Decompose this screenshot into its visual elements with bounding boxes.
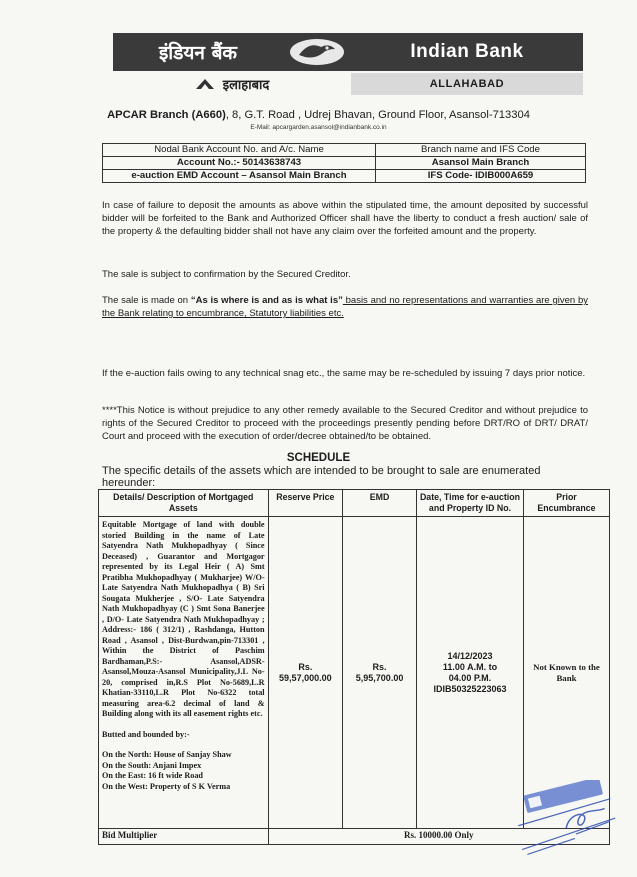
bank-header-banner — [113, 33, 583, 71]
as-is-lead: The sale is made on — [102, 295, 191, 306]
reschedule-paragraph: If the e-auction fails owing to any technical snag etc., the same may be re-scheduled by issuing 7 days prior notice. — [102, 368, 586, 379]
emd-value: 5,95,700.00 — [355, 672, 404, 683]
schedule-title: SCHEDULE — [286, 452, 351, 464]
branch-email: E-Mail: apcargarden.asansol@indianbank.co.in — [250, 124, 387, 131]
branch-address — [0, 109, 637, 121]
schedule-header-row — [99, 490, 610, 517]
auction-time-from: 11.00 A.M. to — [442, 661, 498, 672]
auction-date-cell — [417, 517, 524, 829]
emd-label: Rs. — [372, 661, 387, 672]
allahabad-logo-icon — [195, 78, 215, 90]
as-is-bold: “As is where is and as is what is” — [190, 295, 343, 306]
forfeiture-paragraph: In case of failure to deposit the amounts as above within the stipulated time, the amount deposited by successful bidder will be forfeited to the Bank and Authorized Officer shall have the liberty to conduct a fresh auction/ sale of the property & the defaulting bidder shall not have any claim over the forfeited amount and the property. — [102, 200, 588, 237]
date-time-header: Date, Time for e-auction and Property ID No. — [417, 490, 524, 517]
bound-east: On the East: 16 ft wide Road — [102, 771, 203, 780]
branch-name-cell: Asansol Main Branch — [376, 157, 586, 170]
account-details-table — [102, 143, 586, 183]
bank-name-hindi: इंडियन बैंक — [158, 42, 238, 64]
account-col-header: Nodal Bank Account No. and A/c. Name — [103, 144, 376, 157]
emd-cell — [343, 517, 417, 829]
property-description: Equitable Mortgage of land with double storied Building in the name of Late Satyendra Nath Mukhopadhyay ( Since Deceased) , Guarantor and Mortgagor represented by its Legal Heir ( A) Smt Pratibha Mukhopadhyay ( Mukharjee) W/O- Late Satyendra Nath Mukhopadhya ( B) Sri Sougata Mukherjee , S/O- Late Satyendra Nath Mukhopadhyay (C ) Smt Sona Banerjee , D/O- Late Satyendra Nath Mukhopadhyay ; Address:- 186 ( 312/1) , Rashdanga, Hutton Road , Asansol , Dist-Burdwan,pin-713301 , Within the District of Paschim Bardhaman,P.S:- Asansol,ADSR-Asansol,Mouza-Asansol Municipality,J.L No-20, comprised in,R.S Plot No-5689,L.R Khatian-33110,L.R Plot No-6322 total measuring area-6.2 decimal of land & Building along with its all easement rights etc. — [102, 520, 265, 718]
bound-north: On the North: House of Sanjay Shaw — [102, 750, 232, 759]
encumbrance-value: Not Known to the Bank — [533, 661, 600, 683]
allahabad-hindi: इलाहाबाद — [222, 78, 270, 93]
ifs-code: IFS Code- IDIB000A659 — [376, 170, 586, 183]
indian-bank-logo-icon — [283, 33, 351, 71]
reserve-price-value: 59,57,000.00 — [279, 672, 332, 683]
confirmation-paragraph: The sale is subject to confirmation by the Secured Creditor. — [102, 269, 351, 280]
encumbrance-header: Prior Encumbrance — [523, 490, 609, 517]
details-header: Details/ Description of Mortgaged Assets — [99, 490, 269, 517]
bid-multiplier-label: Bid Multiplier — [99, 829, 269, 845]
branch-address-text: , 8, G.T. Road , Udrej Bhavan, Ground Floor, Asansol-713304 — [225, 109, 530, 121]
butted-label: Butted and bounded by:- — [102, 729, 190, 739]
property-description-cell — [99, 517, 269, 829]
account-number: Account No.:- 50143638743 — [103, 157, 376, 170]
reserve-price-header: Reserve Price — [268, 490, 343, 517]
as-is-paragraph — [102, 294, 588, 320]
allahabad-english: ALLAHABAD — [351, 73, 583, 95]
as-is-rest: basis and no representations and warranties are given by the Bank relating to encumbrance, Statutory liabilities etc. — [102, 295, 588, 319]
account-name: e-auction EMD Account – Asansol Main Branch — [103, 170, 376, 183]
allahabad-hindi-block — [113, 75, 351, 93]
property-id: IDIB50325223063 — [433, 683, 507, 694]
bound-south: On the South: Anjani Impex — [102, 760, 202, 770]
prejudice-paragraph: ****This Notice is without prejudice to any other remedy available to the Secured Creditor and without prejudice to rights of the Secured Creditor to proceed with the proceedings presently pending before DRT/RO of DRT/ DRAT/ Court and proceed with the execution of order/decree obtained/to be obtained. — [102, 405, 588, 442]
auction-date: 14/12/2023 — [447, 650, 493, 661]
branch-name: APCAR Branch (A660) — [107, 109, 226, 121]
reserve-price-label: Rs. — [298, 661, 313, 672]
reserve-price-cell — [268, 517, 343, 829]
emd-header: EMD — [343, 490, 417, 517]
bound-west: On the West: Property of S K Verma — [102, 781, 231, 791]
schedule-intro: The specific details of the assets which are intended to be brought to sale are enumerated hereunder: — [102, 465, 541, 489]
allahabad-subbanner — [113, 73, 583, 95]
bid-multiplier-value: Rs. 10000.00 Only — [268, 829, 609, 845]
bank-name-english: Indian Bank — [410, 41, 524, 62]
official-stamp-signature-icon — [510, 780, 622, 858]
branch-col-header: Branch name and IFS Code — [376, 144, 586, 157]
auction-time-to: 04.00 P.M. — [448, 672, 492, 683]
